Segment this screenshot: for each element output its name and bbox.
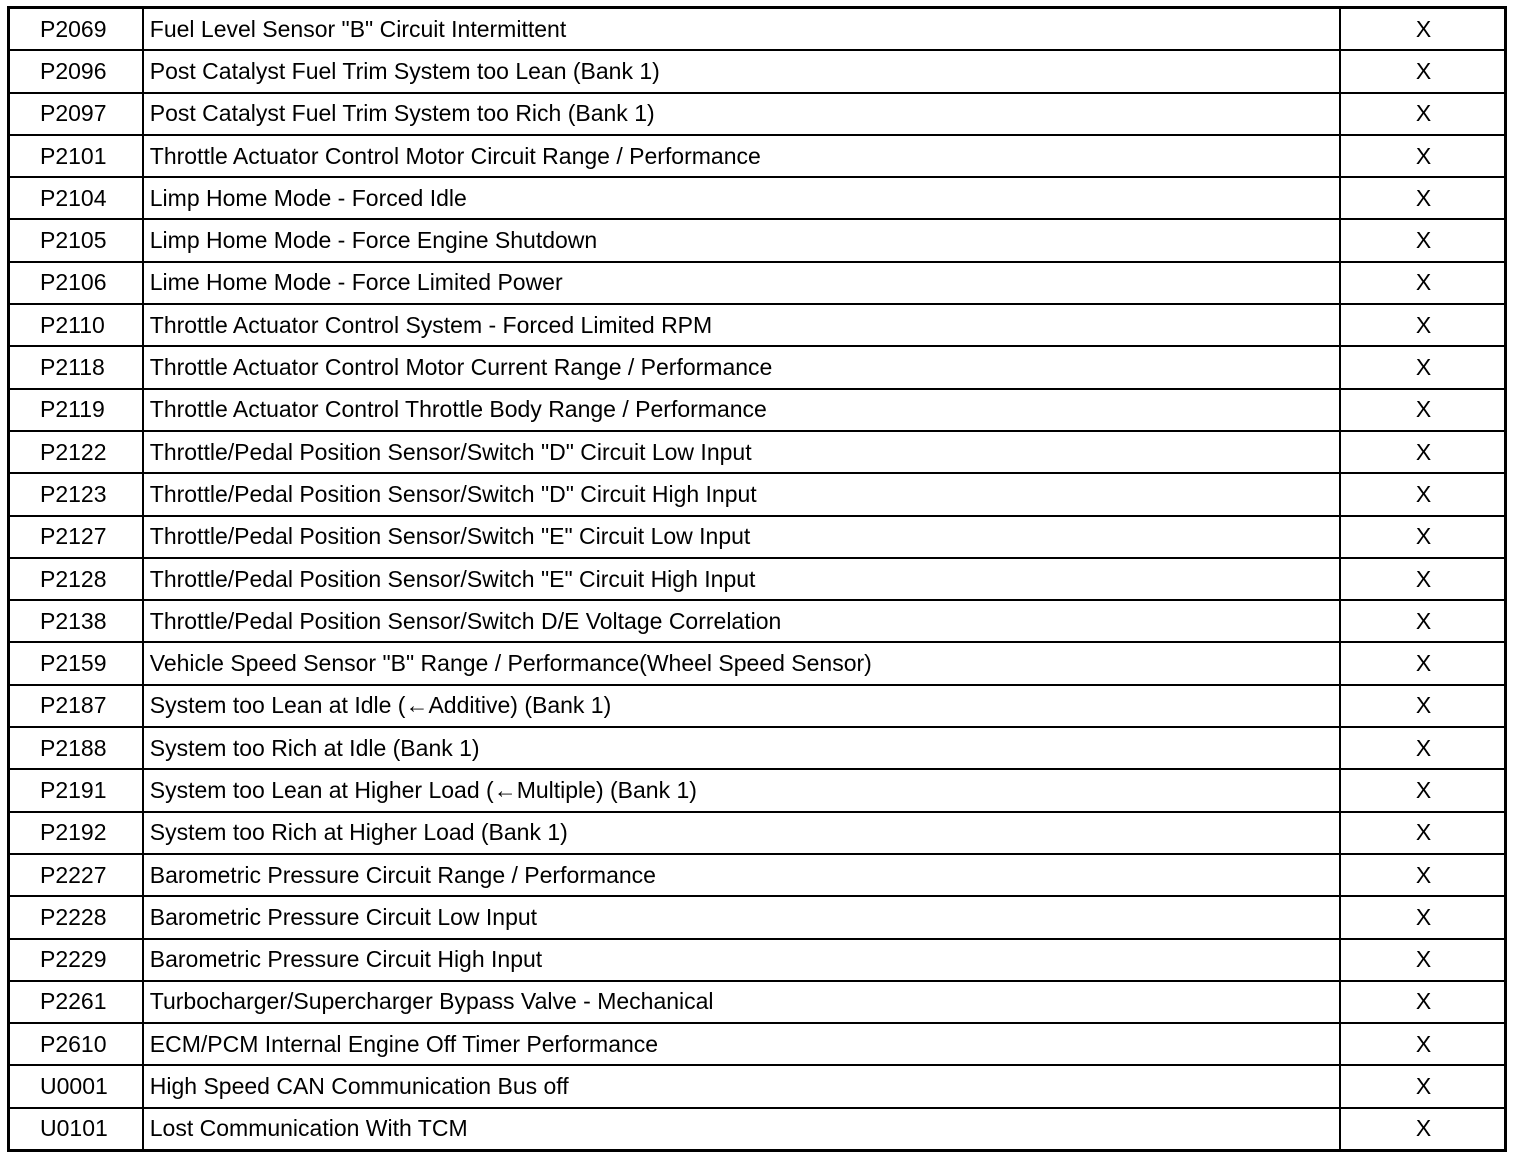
- dtc-code-cell: P2119: [9, 389, 143, 431]
- dtc-description-cell: Throttle Actuator Control Motor Circuit Range / Performance: [143, 135, 1340, 177]
- dtc-description-cell: Post Catalyst Fuel Trim System too Rich (Bank 1): [143, 93, 1340, 135]
- dtc-code-cell: P2101: [9, 135, 143, 177]
- dtc-description-cell: Fuel Level Sensor "B" Circuit Intermittent: [143, 8, 1340, 51]
- dtc-mark-cell: X: [1340, 473, 1505, 515]
- dtc-mark-cell: X: [1340, 1023, 1505, 1065]
- table-row: [9, 727, 1506, 769]
- dtc-mark-cell: X: [1340, 135, 1505, 177]
- table-row: [9, 50, 1506, 92]
- table-row: [9, 769, 1506, 811]
- table-row: [9, 558, 1506, 600]
- dtc-code-cell: P2128: [9, 558, 143, 600]
- dtc-code-cell: P2105: [9, 219, 143, 261]
- dtc-mark-cell: X: [1340, 389, 1505, 431]
- table-row: [9, 93, 1506, 135]
- table-row: [9, 219, 1506, 261]
- dtc-mark-cell: X: [1340, 854, 1505, 896]
- dtc-code-cell: P2104: [9, 177, 143, 219]
- dtc-description-cell: Throttle/Pedal Position Sensor/Switch "E" Circuit Low Input: [143, 516, 1340, 558]
- dtc-mark-cell: X: [1340, 769, 1505, 811]
- dtc-description-cell: ECM/PCM Internal Engine Off Timer Performance: [143, 1023, 1340, 1065]
- dtc-description-cell: Throttle Actuator Control Throttle Body Range / Performance: [143, 389, 1340, 431]
- dtc-mark-cell: X: [1340, 685, 1505, 727]
- dtc-code-cell: P2096: [9, 50, 143, 92]
- dtc-mark-cell: X: [1340, 1108, 1505, 1151]
- dtc-description-cell: Limp Home Mode - Forced Idle: [143, 177, 1340, 219]
- dtc-mark-cell: X: [1340, 812, 1505, 854]
- dtc-mark-cell: X: [1340, 727, 1505, 769]
- dtc-table-body: [9, 8, 1506, 1151]
- dtc-mark-cell: X: [1340, 93, 1505, 135]
- dtc-description-cell: Throttle/Pedal Position Sensor/Switch "D" Circuit High Input: [143, 473, 1340, 515]
- dtc-code-cell: P2227: [9, 854, 143, 896]
- dtc-code-cell: P2159: [9, 642, 143, 684]
- table-row: [9, 685, 1506, 727]
- table-row: [9, 812, 1506, 854]
- table-row: [9, 939, 1506, 981]
- dtc-code-cell: P2106: [9, 262, 143, 304]
- dtc-code-cell: P2118: [9, 346, 143, 388]
- table-row: [9, 177, 1506, 219]
- table-row: [9, 1065, 1506, 1107]
- dtc-description-cell: System too Lean at Higher Load (←Multiple) (Bank 1): [143, 769, 1340, 811]
- dtc-code-cell: P2610: [9, 1023, 143, 1065]
- dtc-description-cell: Vehicle Speed Sensor "B" Range / Performance(Wheel Speed Sensor): [143, 642, 1340, 684]
- dtc-mark-cell: X: [1340, 219, 1505, 261]
- dtc-description-cell: Throttle Actuator Control System - Forced Limited RPM: [143, 304, 1340, 346]
- table-row: [9, 600, 1506, 642]
- table-row: [9, 262, 1506, 304]
- dtc-code-cell: P2123: [9, 473, 143, 515]
- dtc-code-cell: P2069: [9, 8, 143, 51]
- table-row: [9, 8, 1506, 51]
- dtc-code-cell: P2191: [9, 769, 143, 811]
- dtc-mark-cell: X: [1340, 939, 1505, 981]
- dtc-description-cell: Lime Home Mode - Force Limited Power: [143, 262, 1340, 304]
- dtc-mark-cell: X: [1340, 304, 1505, 346]
- dtc-code-cell: P2261: [9, 981, 143, 1023]
- dtc-description-cell: System too Lean at Idle (←Additive) (Bank 1): [143, 685, 1340, 727]
- dtc-description-cell: Barometric Pressure Circuit Range / Performance: [143, 854, 1340, 896]
- dtc-code-cell: P2192: [9, 812, 143, 854]
- dtc-description-cell: Post Catalyst Fuel Trim System too Lean (Bank 1): [143, 50, 1340, 92]
- table-row: [9, 1023, 1506, 1065]
- dtc-table: [7, 6, 1507, 1152]
- dtc-code-cell: P2138: [9, 600, 143, 642]
- dtc-code-cell: U0101: [9, 1108, 143, 1151]
- dtc-description-cell: Barometric Pressure Circuit Low Input: [143, 896, 1340, 938]
- dtc-code-cell: P2229: [9, 939, 143, 981]
- dtc-description-cell: Lost Communication With TCM: [143, 1108, 1340, 1151]
- dtc-mark-cell: X: [1340, 346, 1505, 388]
- dtc-mark-cell: X: [1340, 431, 1505, 473]
- dtc-description-cell: Throttle Actuator Control Motor Current Range / Performance: [143, 346, 1340, 388]
- dtc-mark-cell: X: [1340, 600, 1505, 642]
- dtc-code-cell: P2228: [9, 896, 143, 938]
- dtc-mark-cell: X: [1340, 262, 1505, 304]
- table-row: [9, 431, 1506, 473]
- dtc-mark-cell: X: [1340, 50, 1505, 92]
- table-row: [9, 516, 1506, 558]
- table-row: [9, 981, 1506, 1023]
- dtc-description-cell: High Speed CAN Communication Bus off: [143, 1065, 1340, 1107]
- dtc-code-cell: P2187: [9, 685, 143, 727]
- dtc-description-cell: Limp Home Mode - Force Engine Shutdown: [143, 219, 1340, 261]
- dtc-code-cell: P2188: [9, 727, 143, 769]
- dtc-mark-cell: X: [1340, 558, 1505, 600]
- dtc-mark-cell: X: [1340, 516, 1505, 558]
- dtc-code-cell: U0001: [9, 1065, 143, 1107]
- table-row: [9, 642, 1506, 684]
- dtc-code-cell: P2122: [9, 431, 143, 473]
- table-row: [9, 896, 1506, 938]
- table-row: [9, 346, 1506, 388]
- dtc-description-cell: Throttle/Pedal Position Sensor/Switch D/E Voltage Correlation: [143, 600, 1340, 642]
- dtc-code-cell: P2097: [9, 93, 143, 135]
- table-row: [9, 473, 1506, 515]
- dtc-description-cell: Throttle/Pedal Position Sensor/Switch "E" Circuit High Input: [143, 558, 1340, 600]
- dtc-mark-cell: X: [1340, 8, 1505, 51]
- table-row: [9, 389, 1506, 431]
- dtc-mark-cell: X: [1340, 642, 1505, 684]
- dtc-description-cell: Barometric Pressure Circuit High Input: [143, 939, 1340, 981]
- table-row: [9, 854, 1506, 896]
- table-row: [9, 135, 1506, 177]
- dtc-mark-cell: X: [1340, 1065, 1505, 1107]
- dtc-mark-cell: X: [1340, 981, 1505, 1023]
- dtc-code-cell: P2110: [9, 304, 143, 346]
- table-row: [9, 304, 1506, 346]
- dtc-code-cell: P2127: [9, 516, 143, 558]
- dtc-description-cell: System too Rich at Idle (Bank 1): [143, 727, 1340, 769]
- dtc-description-cell: Throttle/Pedal Position Sensor/Switch "D" Circuit Low Input: [143, 431, 1340, 473]
- table-row: [9, 1108, 1506, 1151]
- dtc-description-cell: System too Rich at Higher Load (Bank 1): [143, 812, 1340, 854]
- dtc-mark-cell: X: [1340, 177, 1505, 219]
- dtc-mark-cell: X: [1340, 896, 1505, 938]
- dtc-description-cell: Turbocharger/Supercharger Bypass Valve - Mechanical: [143, 981, 1340, 1023]
